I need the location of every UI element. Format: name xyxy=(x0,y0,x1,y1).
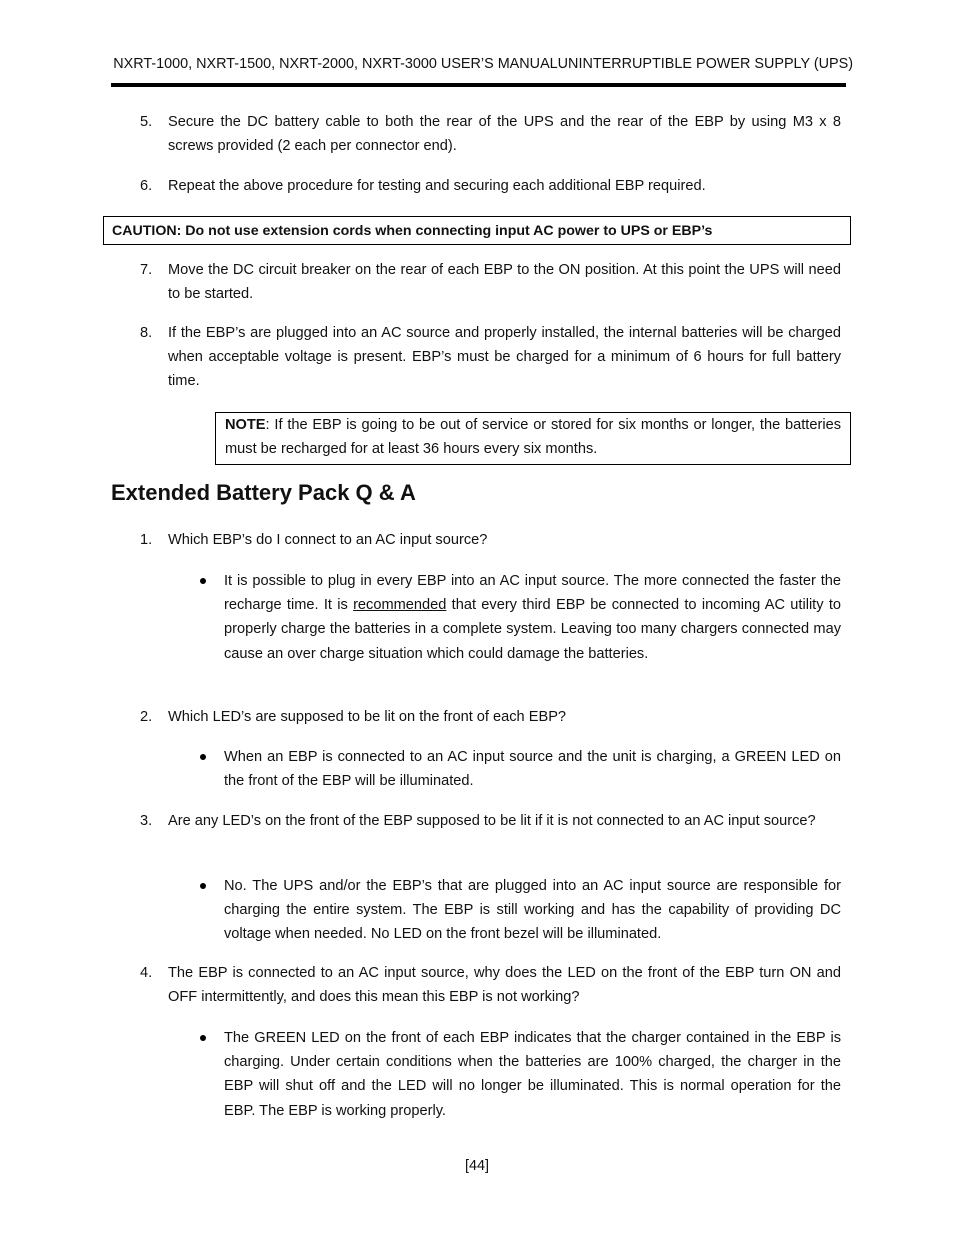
answer-text: When an EBP is connected to an AC input source and the unit is charging, a GREEN LED on the front of the EBP will be illuminated. xyxy=(224,749,841,790)
question-number: 1. xyxy=(140,532,153,548)
step-text: Move the DC circuit breaker on the rear of each EBP to the ON position. At this point the UPS will need to be started. xyxy=(168,262,841,303)
page-number: [44] xyxy=(464,1158,489,1174)
note-box xyxy=(215,412,851,465)
caution-box: CAUTION: Do not use extension cords when connecting input AC power to UPS or EBP’s xyxy=(103,216,851,245)
question-number: 3. xyxy=(140,813,153,829)
step-number: 5. xyxy=(140,114,153,130)
bullet-icon xyxy=(200,1035,206,1041)
step-text: If the EBP’s are plugged into an AC source and properly installed, the internal batteries will be charged when acceptable voltage is present. EBP’s must be charged for a minimum of 6 hours for full battery time. xyxy=(168,325,841,390)
step-number: 7. xyxy=(140,262,153,278)
question-text: Are any LED’s on the front of the EBP supposed to be lit if it is not connected to an AC input source? xyxy=(168,813,816,829)
question-text: The EBP is connected to an AC input source, why does the LED on the front of the EBP turn ON and OFF intermittently, and does this mean this EBP is not working? xyxy=(168,965,841,1006)
question-number: 2. xyxy=(140,709,153,725)
answer-emphasis: recommended xyxy=(353,597,447,614)
step-text: Secure the DC battery cable to both the rear of the UPS and the rear of the EBP by using M3 x 8 screws provided (2 each per connector end). xyxy=(168,114,841,155)
note-label: NOTE xyxy=(225,417,266,433)
step-number: 8. xyxy=(140,325,153,341)
step-number: 6. xyxy=(140,178,153,194)
answer-text: No. The UPS and/or the EBP’s that are plugged into an AC input source are responsible for charging the entire system. The EBP is still working and has the capability of providing DC voltage when needed. No LED on the front bezel will be illuminated. xyxy=(224,878,841,943)
bullet-icon xyxy=(200,883,206,889)
step-text: Repeat the above procedure for testing and securing each additional EBP required. xyxy=(168,178,706,194)
question-text: Which EBP’s do I connect to an AC input source? xyxy=(168,532,488,548)
header-rule xyxy=(111,83,846,87)
question-number: 4. xyxy=(140,965,153,981)
answer-text: It is possible to plug in every EBP into an AC input source. The more connected the faster the recharge time. It is recommended that every third EBP be connected to incoming AC utility to properly charge the batteries in a complete system. Leaving too many chargers connected may cause an over charge situation which could damage the batteries. xyxy=(224,573,842,662)
bullet-icon xyxy=(200,578,206,584)
page-header: NXRT-1000, NXRT-1500, NXRT-2000, NXRT-3000 USER’S MANUALUNINTERRUPTIBLE POWER SUPPLY (UPS) xyxy=(113,56,853,72)
section-title: Extended Battery Pack Q & A xyxy=(111,480,416,505)
note-text: : If the EBP is going to be out of service or stored for six months or longer, the batteries must be recharged for at least 36 hours every six months. xyxy=(225,417,841,458)
answer-text: The GREEN LED on the front of each EBP indicates that the charger contained in the EBP is charging. Under certain conditions when the batteries are 100% charged, the charger in the EBP will shut off and the LED will no longer be illuminated. This is normal operation for the EBP. The EBP is working properly. xyxy=(224,1030,841,1119)
bullet-icon xyxy=(200,754,206,760)
question-text: Which LED’s are supposed to be lit on the front of each EBP? xyxy=(168,709,567,725)
